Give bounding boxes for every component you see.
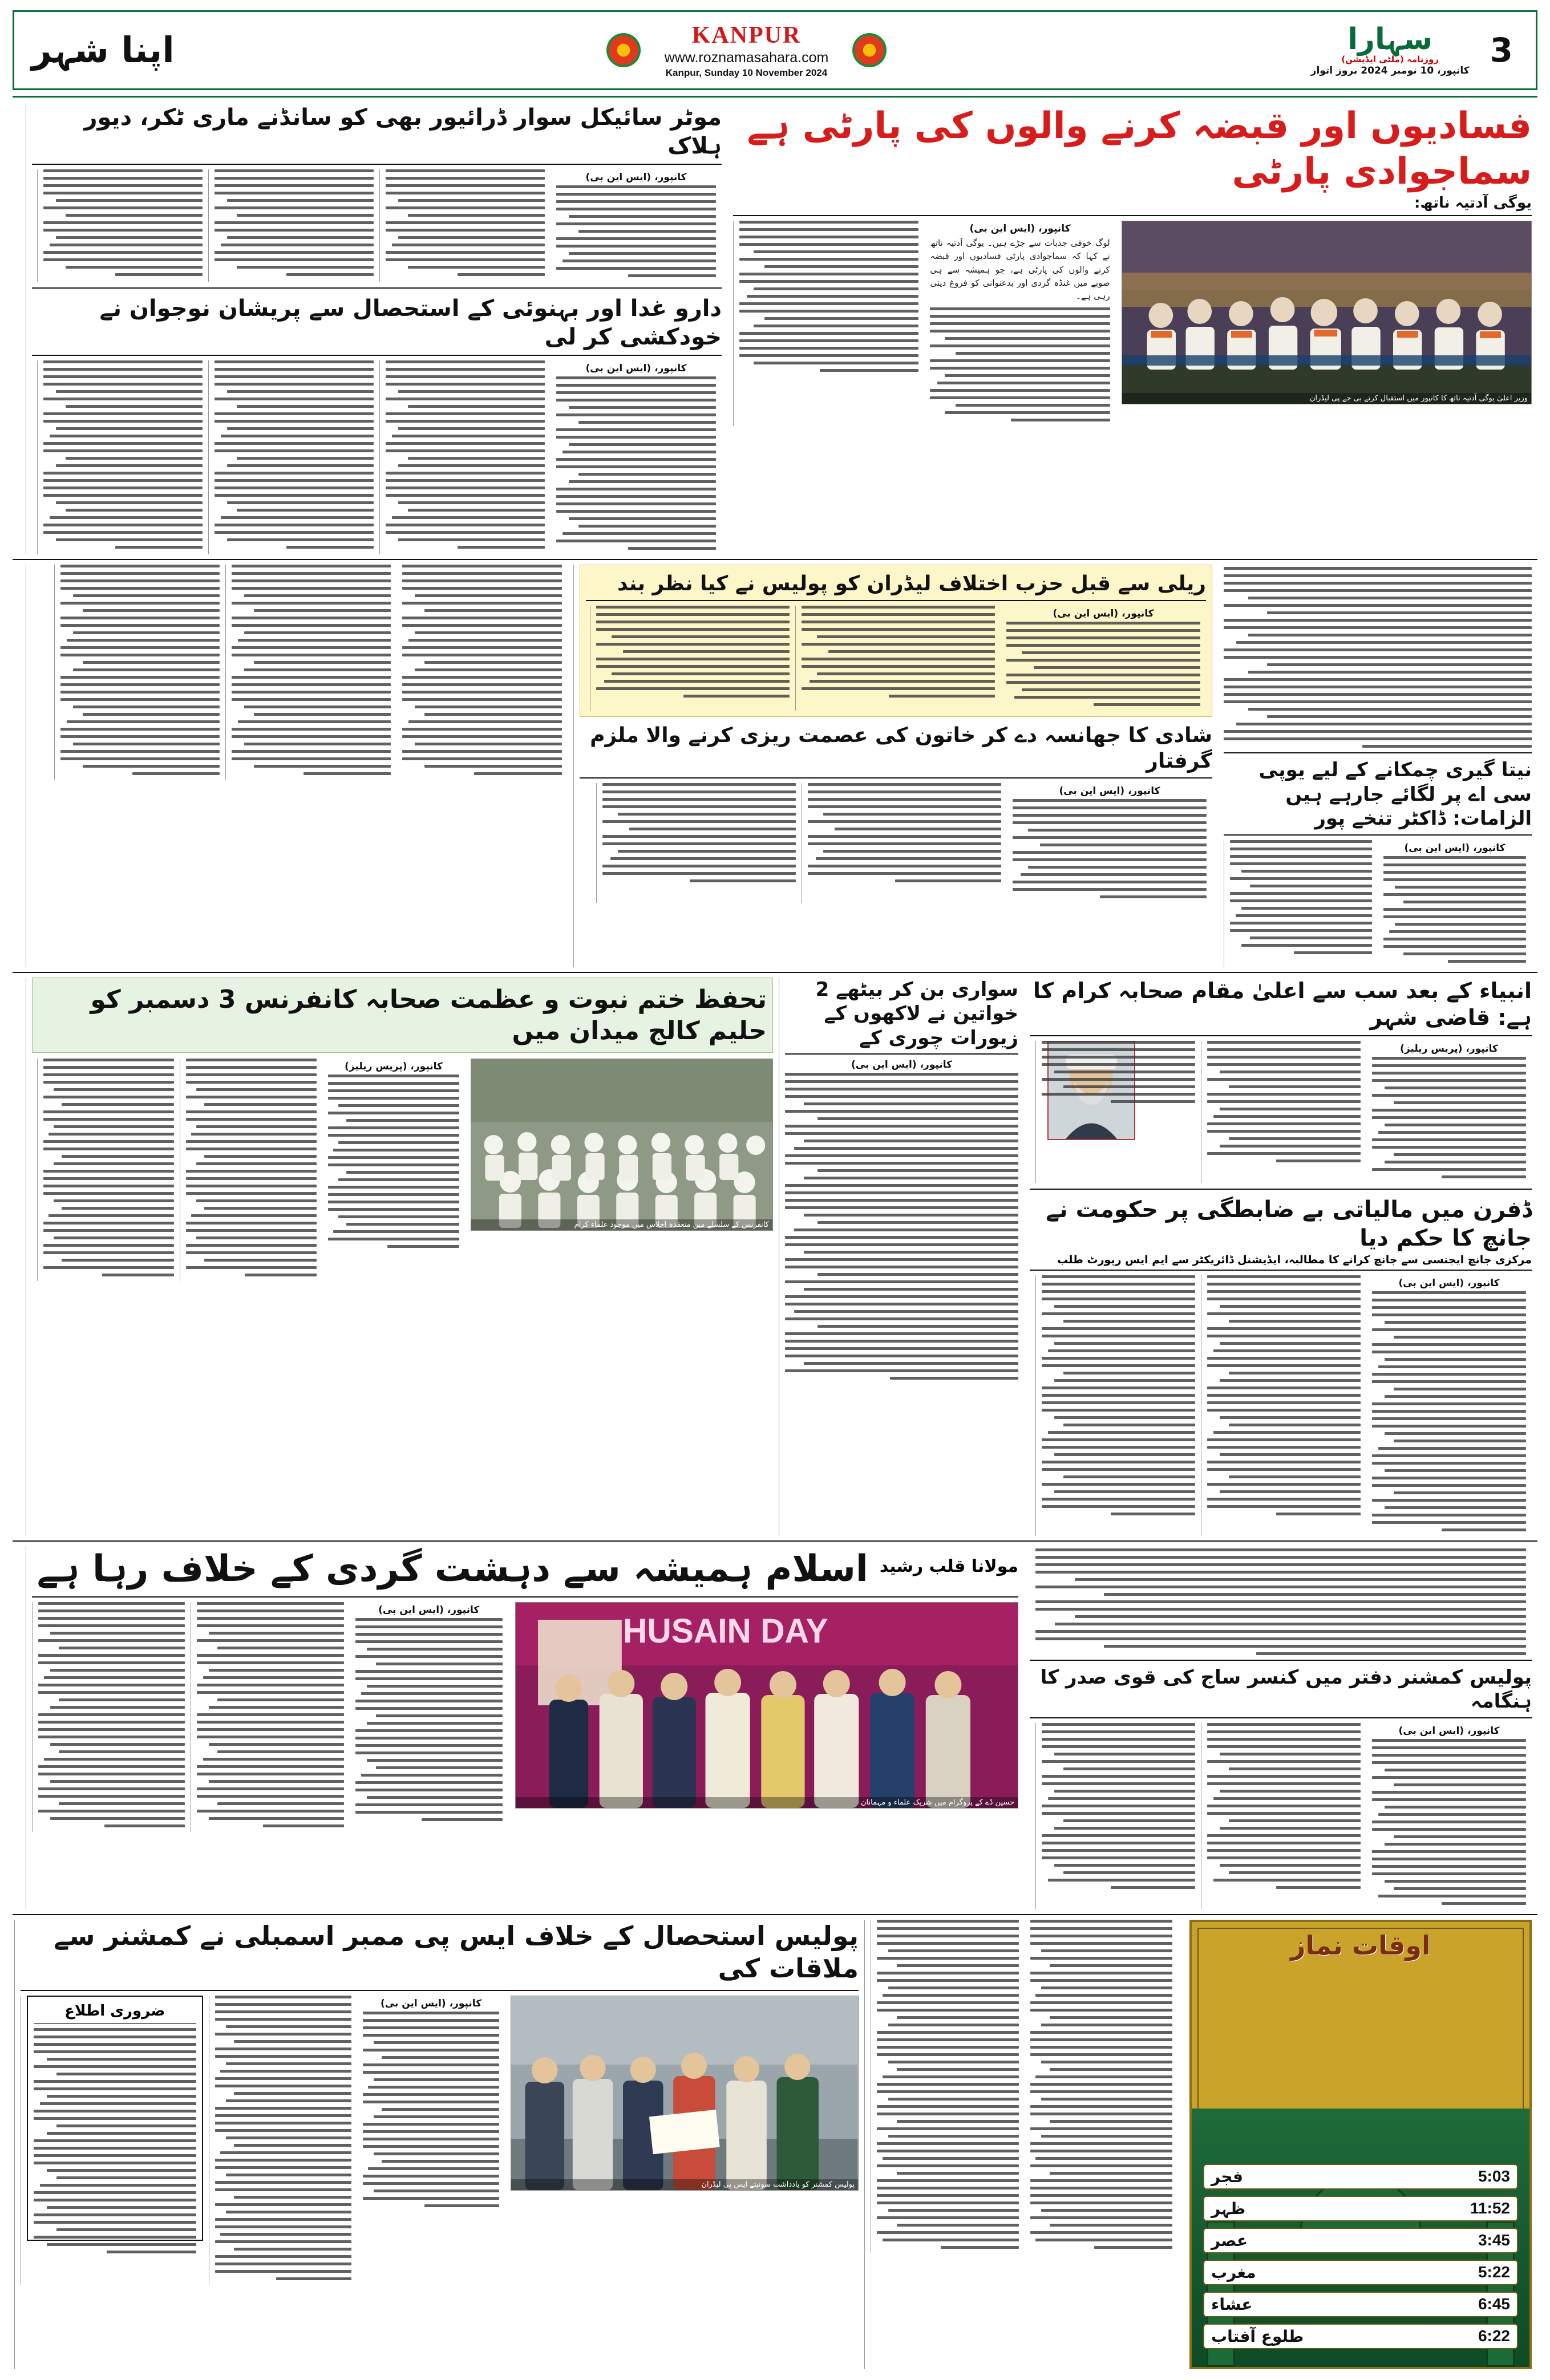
a2-headline: موٹر سائیکل سوار ڈرائیور بھی کو سانڈنے ماری ٹکر، دیور ہلاک <box>84 104 722 159</box>
a9-col-2 <box>1201 1041 1366 1183</box>
a10-byline: کانپور، (ایس این بی) <box>1398 1277 1500 1289</box>
article-rape-arrest <box>580 723 1212 903</box>
notice-body <box>34 2028 196 2253</box>
a12-body-2 <box>1207 1723 1361 1889</box>
article-suicide <box>26 294 727 554</box>
a6-headline: نیتا گیری چمکانے کے لیے یوپی سی اے پر لگائے جارہے ہیں الزامات: ڈاکٹر تنخے پور <box>1258 759 1532 830</box>
a4-body-3 <box>596 606 790 698</box>
a11-col-2 <box>191 1602 349 1832</box>
namaz-row <box>1203 2292 1518 2317</box>
a7-col-1 <box>322 1059 465 1281</box>
a7-photo <box>471 1059 773 1231</box>
namaz-block <box>1184 1920 1537 2369</box>
a3-col-2 <box>379 360 551 554</box>
lead-photo-caption: وزیر اعلیٰ یوگی آدتیہ ناتھ کا کانپور میں استقبال کرتے بی جے پی لیڈران <box>1122 393 1531 404</box>
top-left-group <box>26 103 727 554</box>
a2-col-4 <box>37 169 208 282</box>
cont-body-2 <box>232 565 391 775</box>
second-row <box>13 565 1537 967</box>
a12-col-2 <box>1201 1723 1366 1909</box>
article-dufferin <box>1024 1195 1537 1536</box>
a3-col-3 <box>208 360 379 554</box>
a13-photo-wrap <box>505 1996 859 2285</box>
a5-headline: شادی کا جھانسہ دے کر خاتون کی عصمت ریزی کرنے والا ملزم گرفتار <box>590 724 1212 773</box>
a4-col-3 <box>590 606 795 711</box>
lead-body-2 <box>739 221 918 372</box>
article-yupca <box>1218 565 1537 967</box>
cont-col-2 <box>225 565 396 780</box>
section-title: اپنا شہر <box>31 29 175 71</box>
a9-byline: کانپور، (پریس ریلیز) <box>1400 1043 1498 1055</box>
a7-photo-caption: کانفرنس کے سلسلے میں منعقدہ اجلاس میں موجود علماء کرام <box>471 1219 772 1230</box>
a13-byline: کانپور، (ایس این بی) <box>380 1997 482 2009</box>
a10-body-2 <box>1207 1275 1361 1515</box>
a10-divider <box>1030 1270 1532 1271</box>
namaz-row <box>1203 2164 1518 2190</box>
top-row <box>13 103 1537 554</box>
a4-col-1 <box>1001 606 1206 711</box>
a5-body-3 <box>602 783 796 882</box>
namaz-row-sunrise <box>1203 2324 1518 2349</box>
a3-body-4 <box>43 360 203 549</box>
publication-logo <box>1310 22 1470 76</box>
a10-col-2 <box>1201 1275 1366 1536</box>
a6-col-1 <box>1378 840 1532 967</box>
a4-headline: ریلی سے قبل حزب اختلاف لیڈران کو پولیس نے کیا نظر بند <box>617 572 1206 595</box>
cont-body-1 <box>402 565 562 775</box>
a7-byline: کانپور، (پریس ریلیز) <box>345 1060 443 1072</box>
a2-col-2 <box>379 169 551 282</box>
cont-body-3 <box>60 565 220 775</box>
a11-divider <box>32 1596 1018 1598</box>
a3-headline: دارو غدا اور بہنوئی کے استحصال سے پریشان نوجوان نے خودکشی کر لی <box>99 295 722 350</box>
lead-divider <box>733 215 1532 216</box>
a6-divider <box>1224 834 1532 836</box>
masthead-center <box>254 22 1239 79</box>
logo-date: کانپور، 10 نومبر 2024 بروز اتوار <box>1310 65 1470 76</box>
a5-byline: کانپور، (ایس این بی) <box>1059 785 1160 797</box>
a11-photo-graphic <box>516 1603 1018 1808</box>
a9-body-2 <box>1207 1041 1361 1162</box>
a7-body-2 <box>186 1059 317 1276</box>
a7-col-2 <box>180 1059 322 1281</box>
a4-byline: کانپور، (ایس این بی) <box>1053 608 1154 619</box>
lead-story <box>727 103 1537 554</box>
a2-body-4 <box>43 169 203 276</box>
lead-subhead: یوگی آدتیہ ناتھ: <box>1414 194 1532 212</box>
a2-body-2 <box>386 169 545 276</box>
bottom-row <box>13 1920 1537 2369</box>
bottom-middle-group <box>864 1920 1184 2369</box>
namaz-rows <box>1203 2164 1518 2355</box>
a11-body-1 <box>355 1618 503 1821</box>
a5-divider <box>580 777 1212 779</box>
lead-col-2 <box>733 221 924 426</box>
a11-photo <box>515 1602 1018 1809</box>
a3-body-2 <box>386 360 545 549</box>
a5-col-1 <box>1007 783 1212 903</box>
lead-paragraph: لوگ خوفی جذبات سے جڑے ہیں۔ یوگی آدتیہ ناتھ نے کہا کہ سماجوادی پارٹی فسادیوں اور قبضہ کرنے والوں کی پارٹی ہے، جو ہمیشہ سے ہی صوبے میں غنڈہ گردی اور بدعنوانی کو فروغ دیتی رہی ہے۔ <box>930 238 1110 301</box>
namaz-label: ظہر <box>1211 2199 1246 2218</box>
namaz-time: 6:45 <box>1478 2295 1510 2313</box>
article-theft <box>779 978 1024 1536</box>
a12-body-3 <box>1042 1723 1195 1889</box>
masthead-right <box>14 29 254 71</box>
notice-wrap <box>21 1996 209 2285</box>
article-sahaba <box>1024 978 1537 1183</box>
masthead-left <box>1239 22 1536 76</box>
a7-headline: تحفظ ختم نبوت و عظمت صحابہ کانفرنس 3 دسمبر کو حلیم کالج میدان میں <box>90 984 767 1045</box>
a3-col-4 <box>37 360 208 554</box>
a4-divider <box>586 600 1206 601</box>
a5-col-2 <box>802 783 1007 903</box>
a7-col-3 <box>37 1059 180 1281</box>
a13-divider <box>21 1990 859 1991</box>
a2-body-1 <box>556 185 716 277</box>
article-islam-terror <box>26 1546 1024 1909</box>
a4-body-2 <box>802 606 995 698</box>
a13-col-2 <box>209 1996 357 2285</box>
a4-col-2 <box>795 606 1001 711</box>
masthead <box>13 10 1537 90</box>
notice-box <box>27 1996 203 2241</box>
a12-byline: کانپور، (ایس این بی) <box>1398 1725 1500 1737</box>
a5-col-3 <box>596 783 802 903</box>
lead-photo <box>1122 221 1532 404</box>
section-divider-2 <box>13 972 1537 973</box>
a2-divider <box>32 164 722 165</box>
a10-subhead: مرکزی جانچ ایجنسی سے جانچ کرانے کا مطالبہ، ایڈیشنل ڈائریکٹر سے ایم ایس رپورٹ طلب <box>1057 1253 1532 1266</box>
a5-body-1 <box>1013 799 1207 898</box>
namaz-time: 11:52 <box>1470 2199 1510 2217</box>
cont-col-1 <box>396 565 568 780</box>
a13-body-2 <box>215 1996 351 2280</box>
masthead-center-text <box>665 22 829 79</box>
lead-photo-wrap <box>1116 221 1532 426</box>
website-url[interactable]: www.roznamasahara.com <box>664 49 829 66</box>
a11-col-3 <box>32 1602 191 1832</box>
a13-col-1 <box>357 1996 505 2285</box>
a12-divider <box>1030 1717 1532 1718</box>
a9-col-1 <box>1366 1041 1532 1183</box>
namaz-time: 6:22 <box>1478 2327 1510 2345</box>
a3-body-3 <box>215 360 374 549</box>
a10-headline: ڈفرن میں مالیاتی بے ضابطگی پر حکومت نے جانچ کا حکم دیا <box>1046 1196 1532 1251</box>
a9-body-3 <box>1042 1041 1195 1103</box>
a10-continuation <box>1024 1546 1537 1655</box>
a11-col-1 <box>350 1602 508 1832</box>
a2-body-3 <box>215 169 374 276</box>
a7-body-1 <box>328 1075 459 1248</box>
namaz-label: عصر <box>1211 2231 1248 2250</box>
a9-headline: انبیاء کے بعد سب سے اعلیٰ مقام صحابہ کرام کا ہے: قاضی شہر <box>1033 978 1532 1030</box>
a6-lead-body <box>1218 565 1537 748</box>
a6-byline: کانپور، (ایس این بی) <box>1404 842 1506 854</box>
second-left-group <box>26 565 573 967</box>
edition-title: KANPUR <box>691 22 802 49</box>
namaz-row <box>1203 2228 1518 2253</box>
section-divider-1 <box>13 559 1537 560</box>
a4-body-1 <box>1006 622 1200 706</box>
namaz-label: مغرب <box>1211 2263 1256 2282</box>
a3-byline: کانپور، (ایس این بی) <box>585 363 687 374</box>
namaz-label: فجر <box>1211 2167 1243 2186</box>
a9-divider <box>1030 1035 1532 1036</box>
a2-col-1 <box>551 169 722 282</box>
article-sp-mla <box>14 1920 864 2369</box>
a8-body <box>785 1073 1018 1380</box>
a13-photo <box>511 1996 859 2191</box>
namaz-time: 3:45 <box>1478 2231 1510 2249</box>
notice-title: ضروری اطلاع <box>64 2002 165 2020</box>
a10-col-3 <box>1035 1275 1201 1536</box>
bottom-body-2 <box>877 1920 1019 2249</box>
a13-photo-graphic <box>511 1996 858 2190</box>
fourth-row <box>13 1546 1537 1909</box>
a12-col-3 <box>1035 1723 1201 1909</box>
namaz-time: 5:22 <box>1478 2263 1510 2281</box>
page-number: 3 <box>1490 31 1513 70</box>
a10-col-1 <box>1366 1275 1532 1536</box>
a10-body-1 <box>1372 1291 1526 1531</box>
a13-headline: پولیس استحصال کے خلاف ایس پی ممبر اسمبلی نے کمشنر سے ملاقات کی <box>54 1920 859 1984</box>
article-rally <box>580 565 1212 717</box>
a12-headline: پولیس کمشنر دفتر میں کنسر ساج کی قوی صدر کا ہنگامہ <box>1040 1665 1532 1713</box>
svg-text:HUSAIN DAY: HUSAIN DAY <box>622 1611 828 1650</box>
article-conference <box>26 978 779 1536</box>
logo-title: سہارا <box>1347 22 1433 56</box>
a11-photo-caption: حسین ڈے کے پروگرام میں شریک علماء و مہمانان <box>516 1797 1018 1808</box>
a2-a3-divider <box>32 287 722 289</box>
a13-photo-caption: پولیس کمشنر کو یادداشت سونپتے ایس پی لیڈران <box>511 2179 858 2190</box>
fourth-right-group <box>1024 1546 1537 1909</box>
a7-photo-wrap <box>465 1059 773 1281</box>
bottom-body-1 <box>1030 1920 1173 2249</box>
namaz-row <box>1203 2196 1518 2221</box>
logo-subtitle: روزنامہ (ملٹی ایڈیشن) <box>1341 54 1439 64</box>
a6-body-1 <box>1383 856 1526 963</box>
a11-subhead: مولانا قلب رشید <box>879 1556 1018 1576</box>
a2-byline: کانپور، (ایس این بی) <box>585 172 687 183</box>
masthead-divider <box>13 96 1537 98</box>
lead-headline: فسادیوں اور قبضہ کرنے والوں کی پارٹی ہے سماجوادی پارٹی <box>747 105 1532 193</box>
a3-col-1 <box>551 360 722 554</box>
namaz-label: طلوع آفتاب <box>1211 2326 1304 2346</box>
a9-col-3 <box>1035 1041 1201 1183</box>
namaz-row <box>1203 2260 1518 2285</box>
third-right-group <box>1024 978 1537 1536</box>
a11-byline: کانپور، (ایس این بی) <box>378 1604 480 1616</box>
a11-body-3 <box>38 1602 185 1827</box>
a12-top-divider <box>1030 1660 1532 1661</box>
a8-byline: کانپور، (ایس این بی) <box>851 1059 953 1071</box>
namaz-title: اوقات نماز <box>1290 1929 1431 1961</box>
a9-body-1 <box>1372 1057 1526 1178</box>
a11-headline: اسلام ہمیشہ سے دہشت گردی کے خلاف رہا ہے <box>37 1547 868 1590</box>
bottom-cont-1 <box>1025 1920 1179 2253</box>
a10-body-3 <box>1042 1275 1195 1515</box>
a6-body-2 <box>1230 840 1372 954</box>
a6-top-divider <box>1224 752 1532 753</box>
rosette-icon <box>605 32 642 68</box>
lead-col-1 <box>924 221 1115 426</box>
cont-col-3 <box>54 565 225 780</box>
a3-body-1 <box>556 376 716 550</box>
a11-body-2 <box>197 1602 343 1827</box>
namaz-time: 5:03 <box>1478 2167 1510 2185</box>
a8-headline: سواری بن کر بیٹھے 2 خواتین نے لاکھوں کے زیورات چوری کے <box>815 978 1018 1049</box>
a3-divider <box>32 355 722 356</box>
namaz-label: عشاء <box>1211 2294 1253 2314</box>
a12-col-1 <box>1366 1723 1532 1909</box>
third-row <box>13 978 1537 1536</box>
section-divider-4 <box>13 1914 1537 1915</box>
a13-body-1 <box>363 2012 500 2207</box>
a5-body-2 <box>808 783 1001 882</box>
namaz-timings-box <box>1189 1920 1532 2369</box>
a8-divider <box>785 1053 1018 1055</box>
lead-photo-graphic <box>1122 221 1531 404</box>
edition-date: Kanpur, Sunday 10 November 2024 <box>665 67 828 79</box>
rosette-icon <box>851 32 888 68</box>
lead-body-1 <box>930 307 1110 421</box>
a11-photo-wrap <box>508 1602 1018 1832</box>
middle-group <box>573 565 1218 967</box>
a12-body-1 <box>1372 1739 1526 1905</box>
section-divider-3 <box>13 1540 1537 1542</box>
notice-divider <box>34 2023 196 2024</box>
a2-col-3 <box>208 169 379 282</box>
a9-a10-divider <box>1030 1189 1532 1190</box>
a7-body-3 <box>43 1059 174 1276</box>
lead-byline: کانپور، (ایس این بی) <box>969 223 1071 234</box>
a7-photo-graphic <box>471 1059 772 1230</box>
bottom-cont-2 <box>871 1920 1025 2253</box>
a6-col-2 <box>1224 840 1378 967</box>
article-motorcycle <box>26 103 727 282</box>
